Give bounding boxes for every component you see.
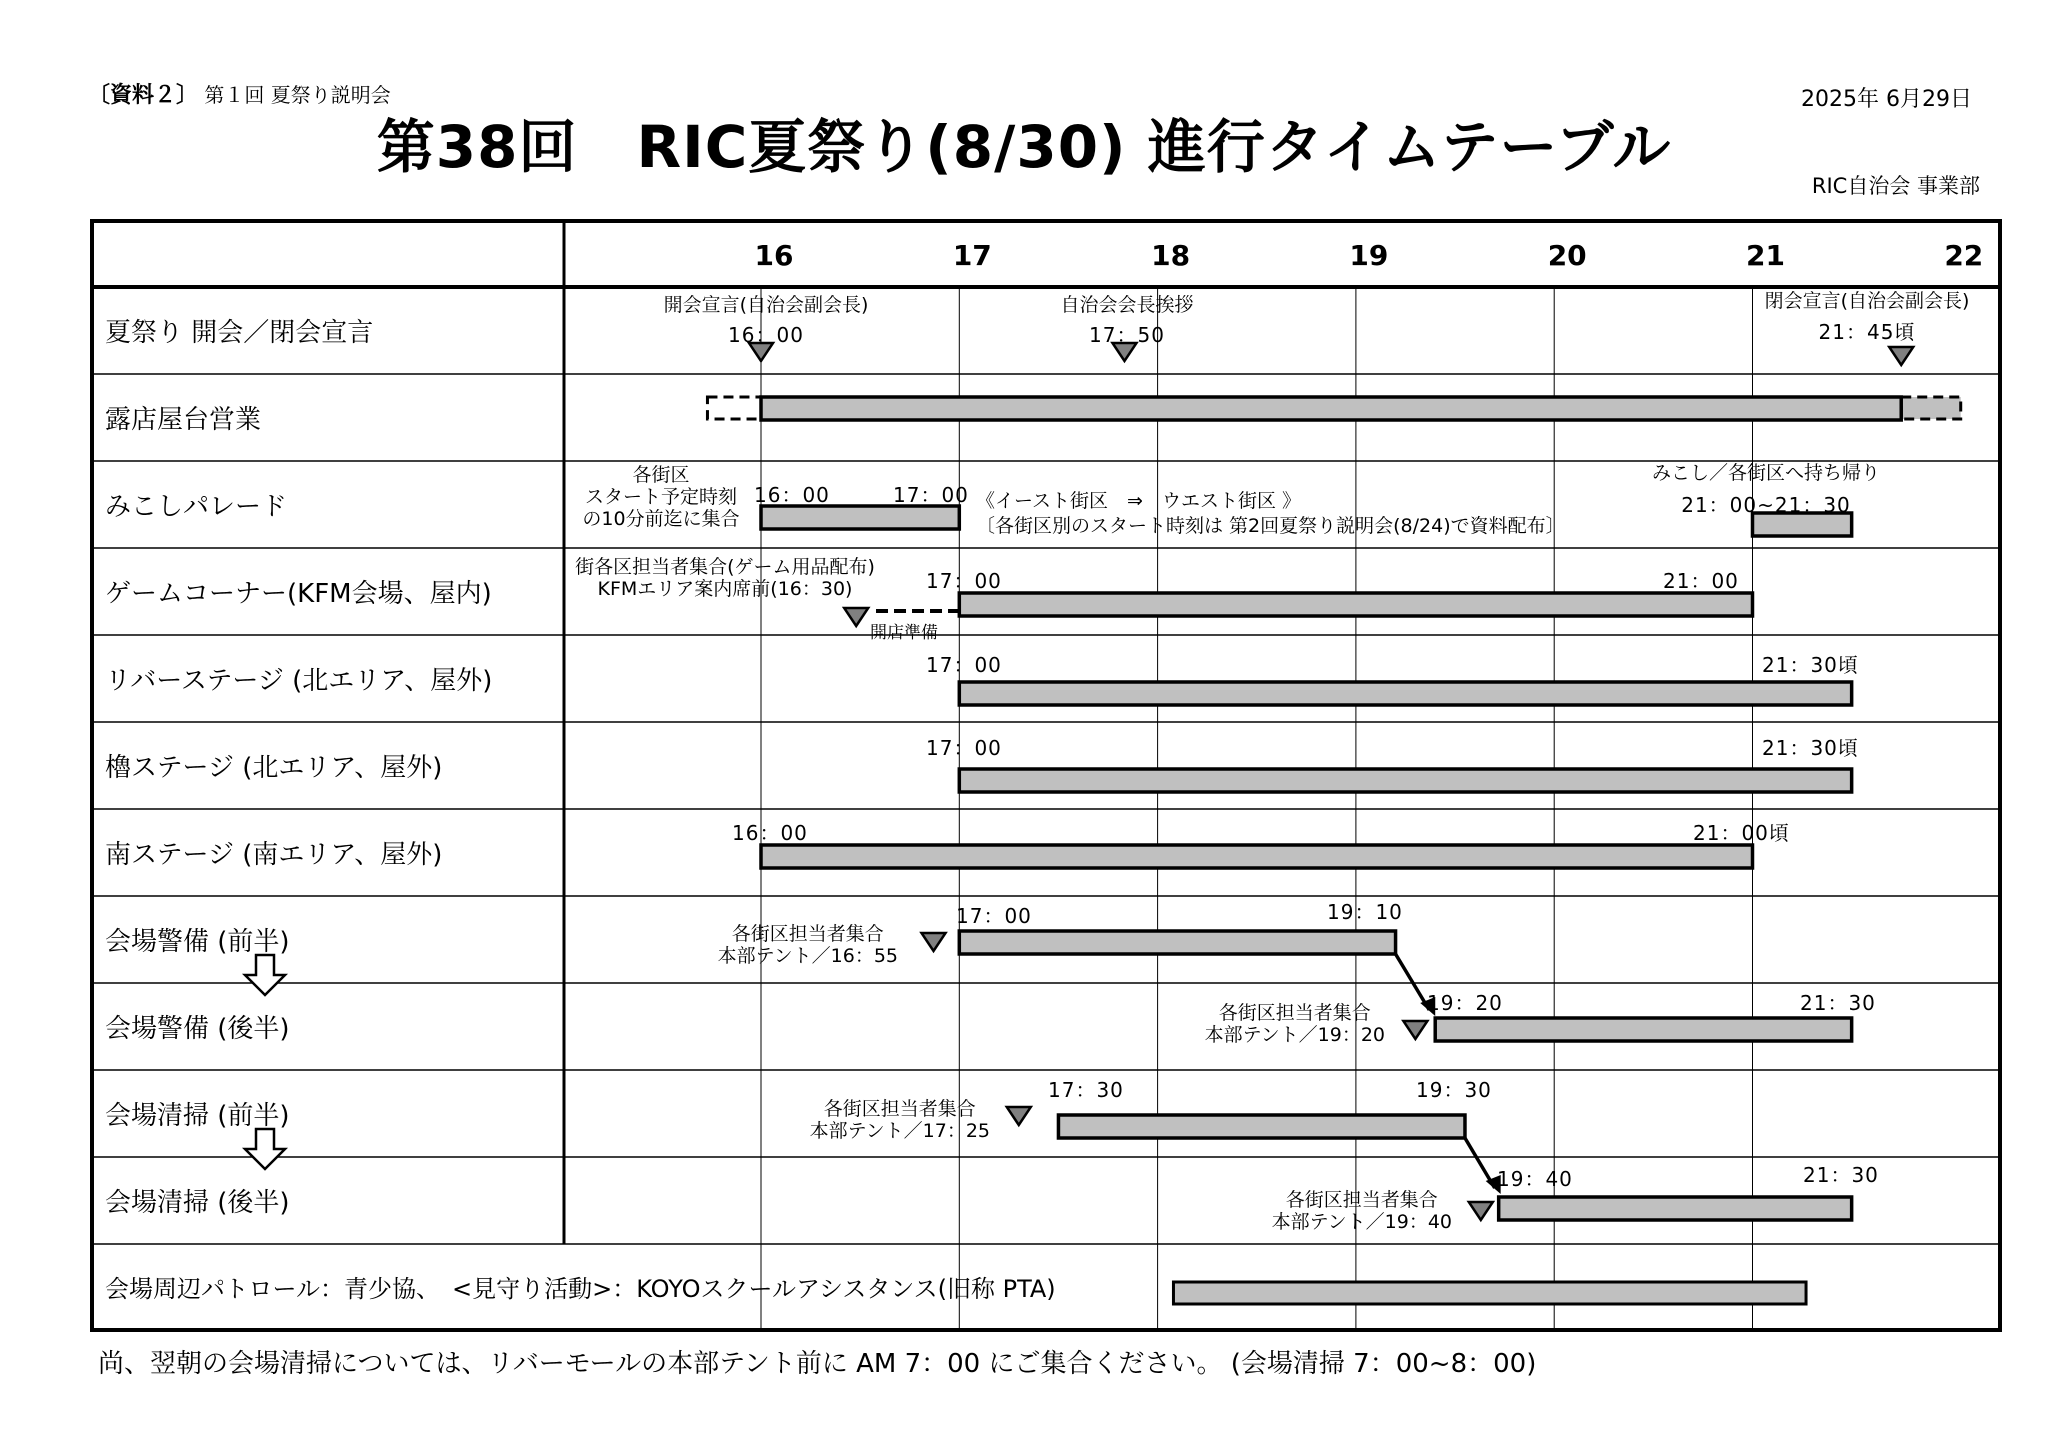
yagura-end-time: 21：30頃 xyxy=(1762,736,1859,760)
greeting-time: 17：50 xyxy=(1089,323,1165,347)
row-label: みこしパレード xyxy=(105,492,288,522)
document-label-bold: 〔資料２〕 xyxy=(88,83,199,108)
game-bar xyxy=(959,593,1752,616)
hour-label: 22 xyxy=(1944,239,1984,272)
cleaning1-start-time: 17：30 xyxy=(1048,1078,1124,1102)
cleaning2-start-time: 19：40 xyxy=(1497,1167,1573,1191)
cleaning1-bar xyxy=(1058,1115,1465,1138)
timetable xyxy=(90,219,2002,1332)
patrol-text: 会場周辺パトロール：青少協、 <見守り活動>：KOYOスクールアシスタンス(旧称 PTA) xyxy=(105,1275,1056,1303)
security2-bar xyxy=(1435,1018,1851,1041)
row-label: リバーステージ (北エリア、屋外) xyxy=(105,666,493,696)
river-start-time: 17：00 xyxy=(926,653,1002,677)
game-prep-label: 開店準備 xyxy=(870,623,938,643)
row-label: 夏祭り 開会／閉会宣言 xyxy=(105,318,374,348)
cleaning2-end-time: 21：30 xyxy=(1803,1163,1879,1187)
hour-label: 17 xyxy=(952,239,992,272)
cleaning1-gather-note: 各街区担当者集合 本部テント／17：25 xyxy=(809,1098,990,1142)
parade-route: 《イースト街区 ⇒ ウエスト街区 》 xyxy=(976,490,1302,512)
organizer: RIC自治会 事業部 xyxy=(1811,174,1980,198)
security1-bar xyxy=(959,931,1395,954)
cleaning1-end-time: 19：30 xyxy=(1416,1078,1492,1102)
stalls-bar xyxy=(761,397,1901,420)
parade-return-label: みこし／各街区へ持ち帰り xyxy=(1651,462,1881,484)
security2-marker xyxy=(1403,1021,1427,1039)
south-start-time: 16：00 xyxy=(732,821,808,845)
cleaning2-bar xyxy=(1499,1197,1852,1220)
opening-label: 開会宣言(自治会副会長) xyxy=(663,294,869,316)
hour-label: 21 xyxy=(1746,239,1785,272)
greeting-label: 自治会会長挨拶 xyxy=(1060,294,1194,316)
game-start-time: 17：00 xyxy=(926,569,1002,593)
page-title: 第38回 RIC夏祭り(8/30) 進行タイムテーブル xyxy=(376,113,1672,181)
parade-end-time: 17：00 xyxy=(893,483,969,507)
patrol-bar xyxy=(1173,1282,1806,1304)
parade-route-note: 〔各街区別のスタート時刻は 第2回夏祭り説明会(8/24)で資料配布〕 xyxy=(976,515,1565,537)
stalls-post-dash xyxy=(1901,397,1960,419)
hour-label: 16 xyxy=(754,239,794,272)
footer-note: 尚、翌朝の会場清掃については、リバーモールの本部テント前に AM 7：00 にご集合ください。 (会場清掃 7：00~8：00) xyxy=(98,1349,1537,1379)
south-bar xyxy=(761,845,1753,868)
closing-label: 閉会宣言(自治会副会長) xyxy=(1764,290,1970,312)
row-label: 露店屋台営業 xyxy=(105,405,262,435)
river-end-time: 21：30頃 xyxy=(1762,653,1859,677)
hour-label: 20 xyxy=(1547,239,1587,272)
opening-time: 16：00 xyxy=(728,323,804,347)
game-end-time: 21：00 xyxy=(1663,569,1739,593)
hour-label: 19 xyxy=(1349,239,1389,272)
row-label: 会場清掃 (前半) xyxy=(105,1101,290,1131)
cleaning1-marker xyxy=(1007,1107,1031,1125)
cleaning2-gather-note: 各街区担当者集合 本部テント／19：40 xyxy=(1271,1189,1452,1233)
parade-bar xyxy=(761,506,959,529)
security1-start-time: 17：00 xyxy=(956,904,1032,928)
hour-label: 18 xyxy=(1151,239,1191,272)
stalls-pre-dash xyxy=(707,397,761,419)
south-end-time: 21：00頃 xyxy=(1693,821,1790,845)
closing-time: 21：45頃 xyxy=(1818,320,1916,344)
parade-start-time: 16：00 xyxy=(754,483,830,507)
security-down-arrow xyxy=(245,955,285,995)
row-label: 会場警備 (後半) xyxy=(105,1014,290,1044)
cleaning-down-arrow xyxy=(245,1129,285,1169)
parade-gather-note: 各街区 スタート予定時刻 の10分前迄に集合 xyxy=(582,464,740,530)
security1-gather-note: 各街区担当者集合 本部テント／16：55 xyxy=(717,923,898,967)
row-label: 会場清掃 (後半) xyxy=(105,1188,290,1218)
parade-return-time: 21：00~21：30 xyxy=(1681,493,1851,517)
row-label: 櫓ステージ (北エリア、屋外) xyxy=(105,753,443,783)
security1-marker xyxy=(922,933,946,951)
document-label-text: 第１回 夏祭り説明会 xyxy=(204,83,391,107)
row-label: ゲームコーナー(KFM会場、屋内) xyxy=(105,579,492,609)
game-gather-note: 街各区担当者集合(ゲーム用品配布) KFMエリア案内席前(16：30) xyxy=(575,556,875,600)
security1-end-time: 19：10 xyxy=(1327,900,1403,924)
document-date: 2025年 6月29日 xyxy=(1801,87,1972,112)
security2-gather-note: 各街区担当者集合 本部テント／19：20 xyxy=(1204,1002,1385,1046)
game-gather-marker xyxy=(844,608,868,626)
cleaning2-marker xyxy=(1469,1202,1493,1220)
closing-marker xyxy=(1889,347,1913,365)
yagura-start-time: 17：00 xyxy=(926,736,1002,760)
river-bar xyxy=(959,682,1851,705)
row-label: 会場警備 (前半) xyxy=(105,927,290,957)
row-label: 南ステージ (南エリア、屋外) xyxy=(105,840,443,870)
security2-end-time: 21：30 xyxy=(1800,991,1876,1015)
yagura-bar xyxy=(959,769,1851,792)
security2-start-time: 19：20 xyxy=(1427,991,1503,1015)
